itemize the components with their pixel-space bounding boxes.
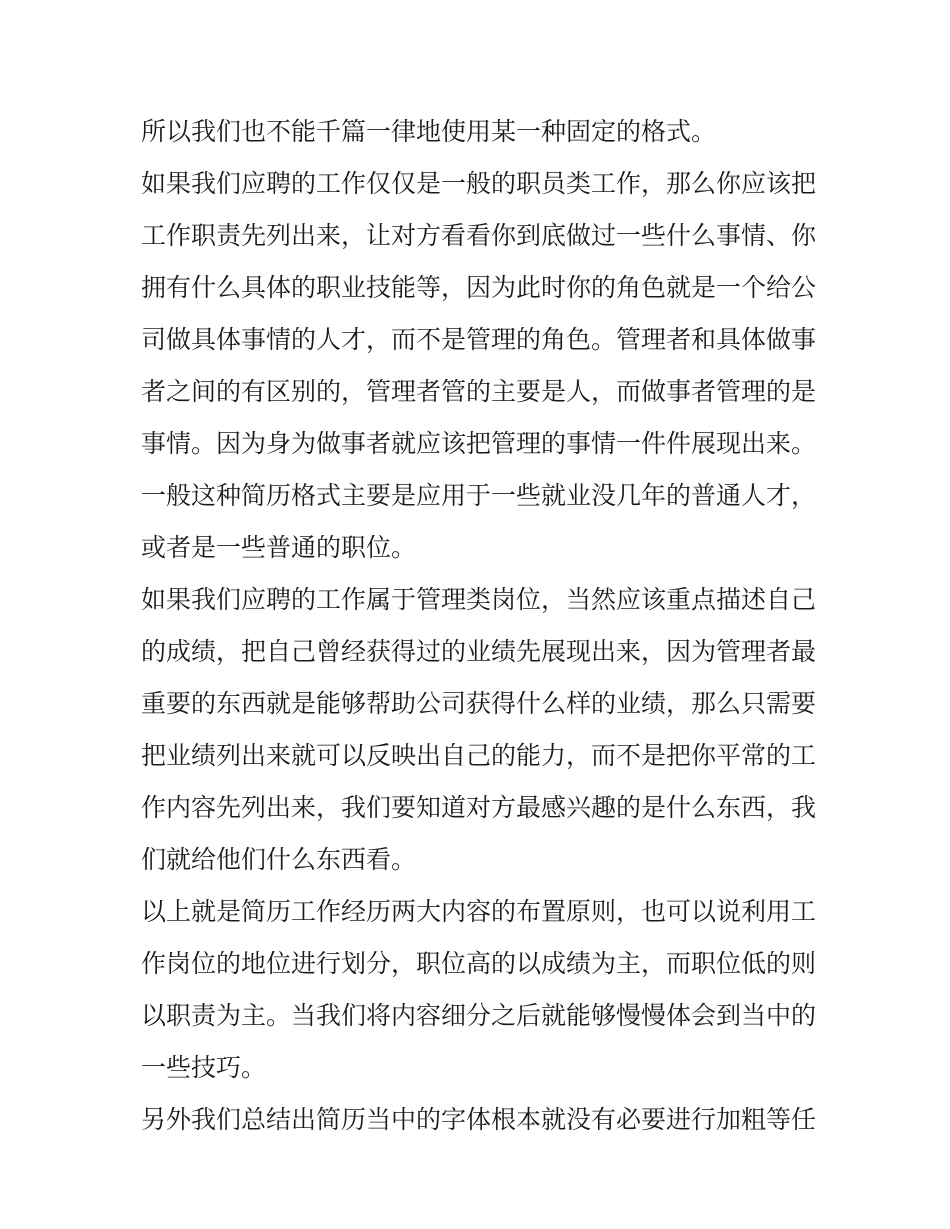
text-line: 事情。因为身为做事者就应该把管理的事情一件件展现出来。 <box>141 429 817 458</box>
text-line: 重要的东西就是能够帮助公司获得什么样的业绩，那么只需要 <box>141 689 817 718</box>
text-line: 一般这种简历格式主要是应用于一些就业没几年的普通人才， <box>141 481 817 510</box>
text-line: 们就给他们什么东西看。 <box>141 845 417 874</box>
text-line: 或者是一些普通的职位。 <box>141 533 417 562</box>
text-line: 的成绩，把自己曾经获得过的业绩先展现出来，因为管理者最 <box>141 637 817 666</box>
body-text <box>141 106 821 1146</box>
text-line: 者之间的有区别的，管理者管的主要是人，而做事者管理的是 <box>141 377 817 406</box>
text-line: 如果我们应聘的工作仅仅是一般的职员类工作，那么你应该把 <box>141 169 817 198</box>
text-line: 司做具体事情的人才，而不是管理的角色。管理者和具体做事 <box>141 325 817 354</box>
text-line: 作岗位的地位进行划分，职位高的以成绩为主，而职位低的则 <box>141 949 817 978</box>
text-line: 另外我们总结出简历当中的字体根本就没有必要进行加粗等任 <box>141 1105 817 1134</box>
text-line: 一些技巧。 <box>141 1053 267 1082</box>
text-line: 作内容先列出来，我们要知道对方最感兴趣的是什么东西，我 <box>141 793 817 822</box>
text-line: 工作职责先列出来，让对方看看你到底做过一些什么事情、你 <box>141 221 817 250</box>
text-line: 以上就是简历工作经历两大内容的布置原则，也可以说利用工 <box>141 897 817 926</box>
text-line: 如果我们应聘的工作属于管理类岗位，当然应该重点描述自己 <box>141 585 817 614</box>
text-line: 拥有什么具体的职业技能等，因为此时你的角色就是一个给公 <box>141 273 817 302</box>
text-line: 以职责为主。当我们将内容细分之后就能够慢慢体会到当中的 <box>141 1001 817 1030</box>
text-line: 所以我们也不能千篇一律地使用某一种固定的格式。 <box>141 117 717 146</box>
text-line: 把业绩列出来就可以反映出自己的能力，而不是把你平常的工 <box>141 741 817 770</box>
